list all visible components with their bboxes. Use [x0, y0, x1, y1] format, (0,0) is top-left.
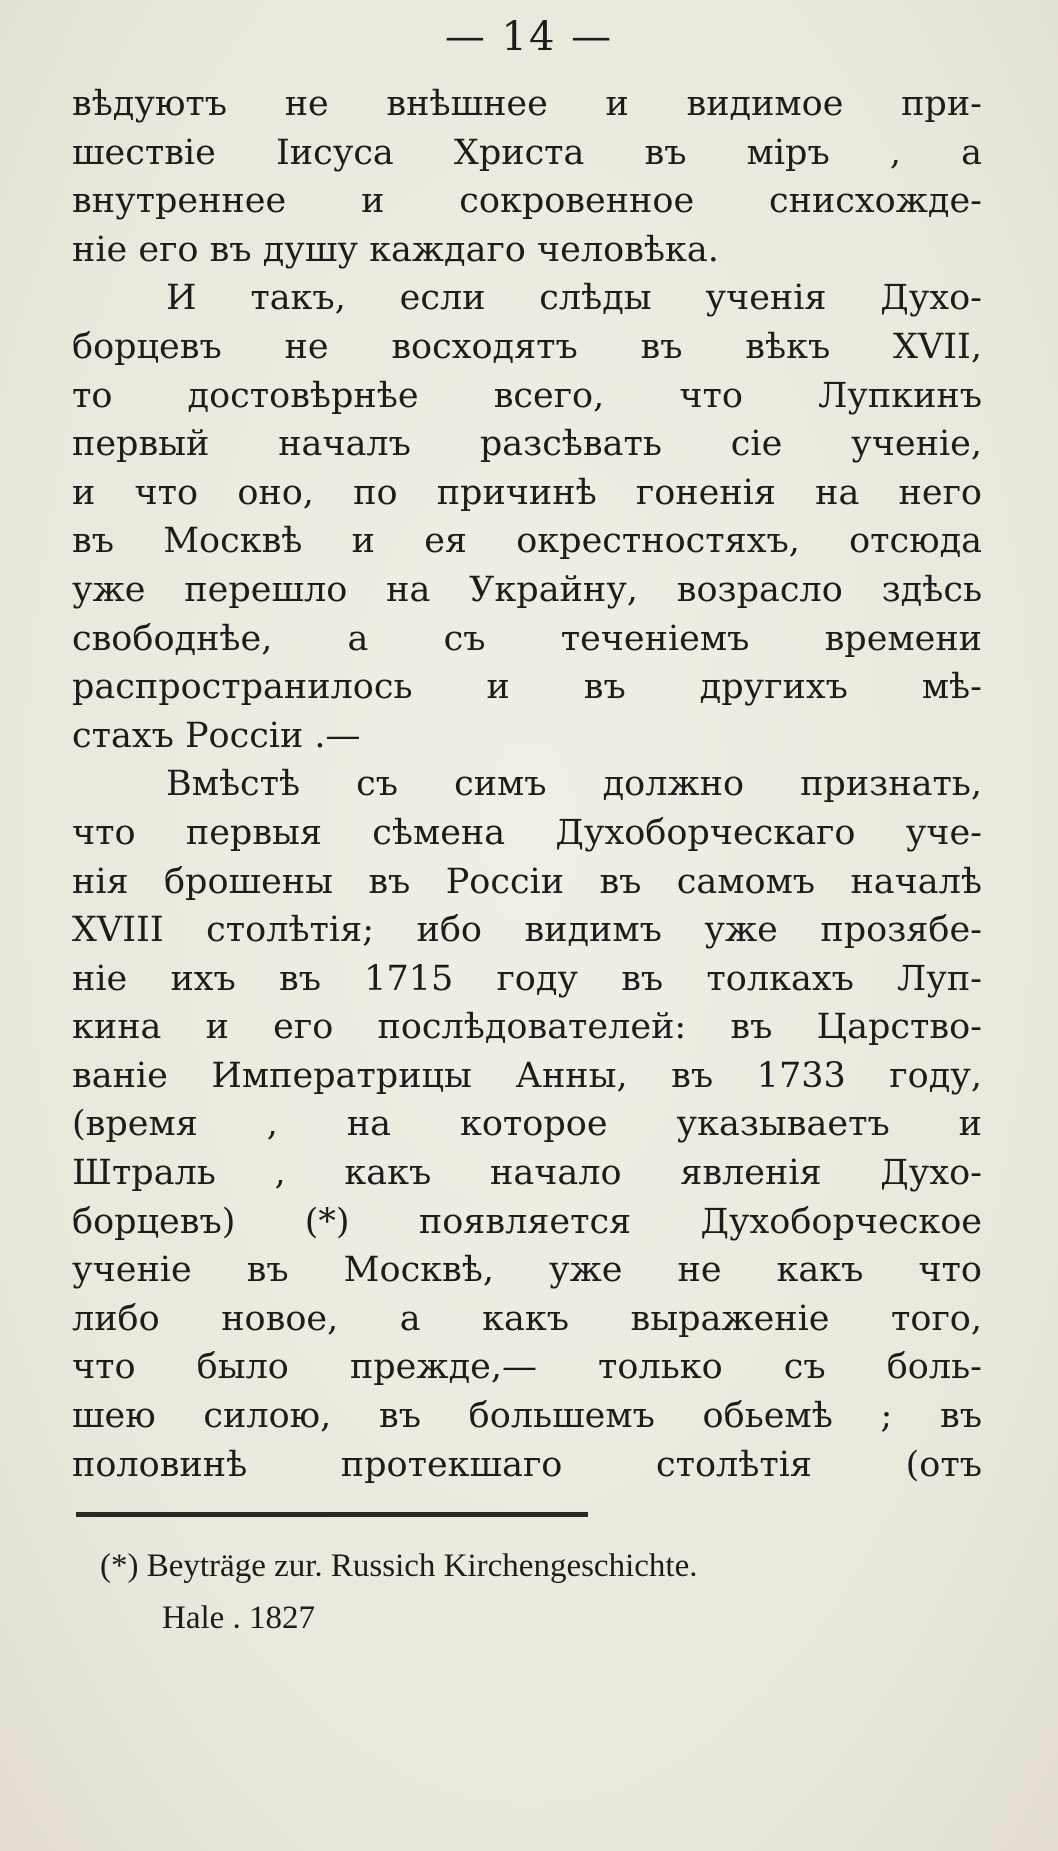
text-line: половинѣ протекшаго столѣтія (отъ	[72, 1444, 982, 1485]
text-line: ваніе Императрицы Анны, въ 1733 году,	[72, 1055, 982, 1096]
footnote	[100, 1540, 980, 1644]
text-line: стахъ Россіи .—	[72, 715, 361, 756]
text-line: вѣдуютъ не внѣшнее и видимое при-	[72, 84, 982, 124]
text-line: И такъ, если слѣды ученія Духо-	[166, 278, 982, 319]
text-line: что первыя сѣмена Духоборческаго уче-	[72, 812, 982, 853]
text-line: кина и его послѣдователей: въ Царство-	[72, 1007, 982, 1048]
text-line: (время , на которое указываетъ и	[72, 1104, 982, 1145]
footnote-divider	[76, 1512, 588, 1517]
text-line: ніе ихъ въ 1715 году въ толкахъ Луп-	[72, 958, 982, 999]
text-line: XVIII столѣтія; ибо видимъ уже прозябе-	[72, 910, 982, 951]
text-line: ніе его въ душу каждаго человѣка.	[72, 229, 719, 270]
text-line: Вмѣстѣ съ симъ должно признать,	[166, 764, 982, 805]
text-line: первый началъ разсѣвать сіе ученіе,	[72, 424, 982, 465]
text-line: уже перешло на Украйну, возрасло здѣсь	[72, 569, 982, 610]
text-line: ученіе въ Москвѣ, уже не какъ что	[72, 1250, 982, 1291]
text-line: борцевъ) (*) появляется Духоборческое	[72, 1201, 982, 1242]
text-line: свободнѣе, а съ теченіемъ времени	[72, 618, 982, 659]
text-line: внутреннее и сокровенное снисхожде-	[72, 181, 982, 222]
text-line: что было прежде,— только съ боль-	[72, 1347, 982, 1388]
text-line: и что оно, по причинѣ гоненія на него	[72, 472, 982, 513]
text-line: нія брошены въ Россіи въ самомъ началѣ	[72, 861, 982, 902]
body-text	[72, 80, 982, 1489]
footnote-line: (*) Beyträge zur. Russich Kirchengeschichte.	[100, 1548, 698, 1584]
text-line: Штраль , какъ начало явленія Духо-	[72, 1153, 982, 1194]
text-line: либо новое, а какъ выраженіе того,	[72, 1298, 982, 1339]
footnote-line: Hale . 1827	[162, 1600, 316, 1636]
text-line: шею силою, въ большемъ обьемѣ ; въ	[72, 1396, 982, 1437]
page-number: — 14 —	[444, 14, 614, 60]
text-line: распространилось и въ другихъ мѣ-	[72, 667, 982, 708]
text-line: то достовѣрнѣе всего, что Лупкинъ	[72, 375, 982, 416]
text-line: шествіе Іисуса Христа въ міръ , а	[72, 132, 982, 173]
text-line: борцевъ не восходятъ въ вѣкъ XVII,	[72, 326, 982, 367]
text-line: въ Москвѣ и ея окрестностяхъ, отсюда	[72, 521, 982, 562]
